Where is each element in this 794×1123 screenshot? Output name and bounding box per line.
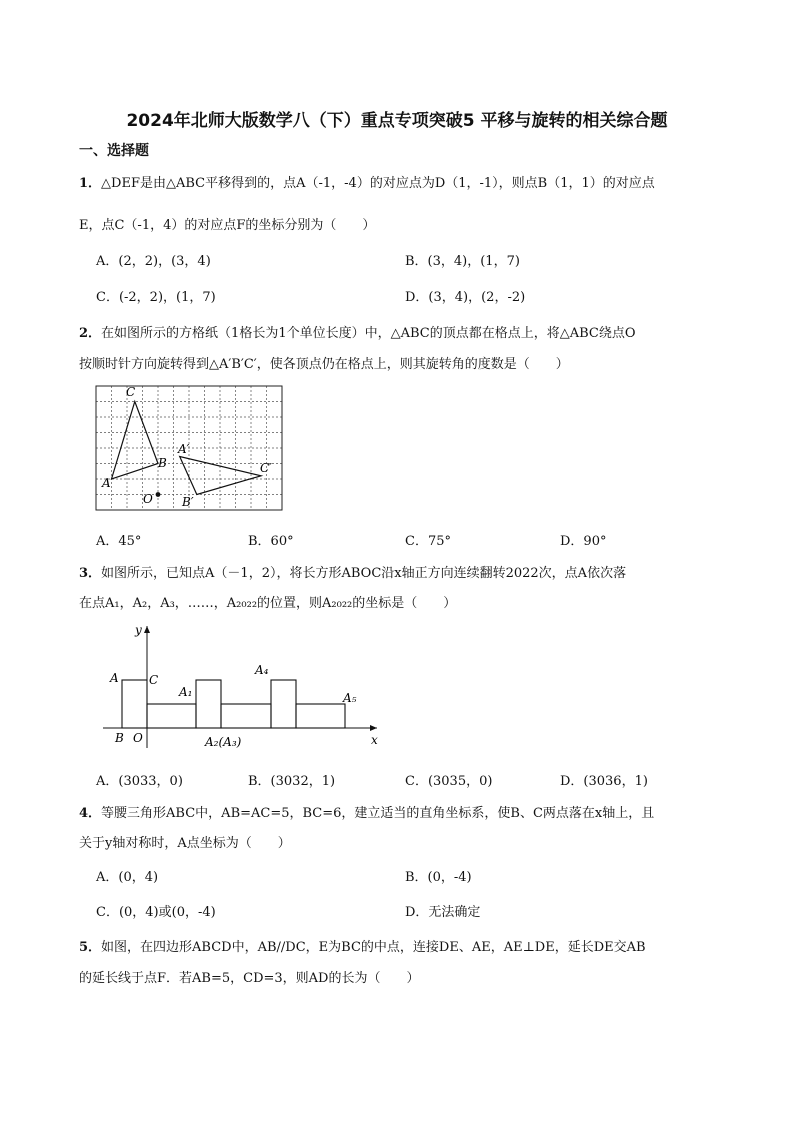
- triangle-abc: [112, 402, 159, 480]
- y-axis-arrow: [144, 626, 150, 633]
- section-heading: 一、选择题: [79, 143, 149, 159]
- question-text-line: 按顺时针方向旋转得到△A′B′C′，使各顶点仍在格点上，则其旋转角的度数是（ ）: [79, 357, 569, 372]
- label-b: B: [115, 731, 124, 745]
- option-c[interactable]: C．75°: [405, 534, 451, 549]
- label-o: O: [133, 731, 143, 745]
- option-d[interactable]: D．90°: [560, 534, 607, 549]
- question-number: 4．: [79, 806, 102, 821]
- option-b[interactable]: B．(3032，1): [248, 774, 336, 789]
- label-a-prime: A′: [178, 442, 190, 456]
- rectangle-aboc: [122, 680, 147, 728]
- triangle-a-prime-b-prime-c-prime: [180, 457, 261, 495]
- question-number: 3．: [79, 566, 102, 581]
- option-d[interactable]: D．(3036，1): [560, 774, 648, 789]
- option-a[interactable]: A．(0，4): [96, 870, 159, 885]
- option-b[interactable]: B．60°: [248, 534, 294, 549]
- rectangle-flip-3: [221, 704, 271, 728]
- question-text-line: 如图，在四边形ABCD中，AB//DC，E为BC的中点，连接DE、AE，AE⊥DE，延长DE交AB: [101, 940, 646, 955]
- label-a4: A₄: [255, 663, 269, 677]
- rectangle-flip-4: [271, 680, 296, 728]
- option-a[interactable]: A．(2，2)，(3，4): [96, 254, 211, 269]
- label-a5: A₅: [343, 691, 357, 705]
- label-a: A: [102, 476, 111, 490]
- question-text-line: 在点A₁，A₂，A₃，……，A₂₀₂₂的位置，则A₂₀₂₂的坐标是（ ）: [79, 596, 457, 611]
- rectangle-flip-1: [147, 704, 196, 728]
- label-c: C: [149, 673, 159, 687]
- label-x: x: [371, 733, 378, 747]
- label-b-prime: B′: [182, 495, 194, 509]
- option-a[interactable]: A．45°: [96, 534, 142, 549]
- label-b: B: [158, 456, 167, 470]
- question-text-line: △DEF是由△ABC平移得到的，点A（-1，-4）的对应点为D（1，-1），则点B（1，1）的对应点: [101, 176, 655, 191]
- question-text-line: 的延长线于点F．若AB=5，CD=3，则AD的长为（ ）: [79, 971, 420, 986]
- question-text-line: 关于y轴对称时，A点坐标为（ ）: [79, 836, 291, 851]
- question-text-line: 如图所示，已知点A（－1，2），将长方形ABOC沿x轴正方向连续翻转2022次，点A依次落: [101, 566, 627, 581]
- question-text-line: E，点C（-1，4）的对应点F的坐标分别为（ ）: [79, 218, 376, 233]
- option-d[interactable]: D．无法确定: [405, 905, 481, 920]
- point-o: [156, 492, 161, 497]
- question-number: 5．: [79, 940, 102, 955]
- question-number: 2．: [79, 326, 102, 341]
- option-c[interactable]: C．(3035，0): [405, 774, 493, 789]
- label-c-prime: C′: [260, 461, 272, 475]
- option-b[interactable]: B．(0，-4): [405, 870, 472, 885]
- rectangle-flip-figure: [95, 618, 395, 754]
- rectangle-flip-5: [296, 704, 345, 728]
- option-c[interactable]: C．(0，4)或(0，-4): [96, 905, 216, 920]
- question-number: 1．: [79, 176, 102, 191]
- x-axis-arrow: [370, 725, 377, 731]
- label-o: O: [143, 492, 153, 506]
- option-a[interactable]: A．(3033，0): [96, 774, 183, 789]
- label-c: C: [126, 385, 136, 399]
- label-a1: A₁: [179, 685, 193, 699]
- label-a2-a3: A₂(A₃): [205, 735, 242, 749]
- option-b[interactable]: B．(3，4)，(1，7): [405, 254, 520, 269]
- question-text-line: 在如图所示的方格纸（1格长为1个单位长度）中，△ABC的顶点都在格点上，将△ABC绕点O: [101, 326, 636, 341]
- label-a: A: [110, 671, 119, 685]
- option-d[interactable]: D．(3，4)，(2，-2): [405, 290, 526, 305]
- page-title: 2024年北师大版数学八（下）重点专项突破5 平移与旋转的相关综合题: [126, 111, 668, 131]
- grid-rotation-figure: [90, 380, 286, 516]
- question-text-line: 等腰三角形ABC中，AB=AC=5，BC=6，建立适当的直角坐标系，使B、C两点落在x轴上，且: [101, 806, 655, 821]
- rectangle-flip-2: [196, 680, 221, 728]
- option-c[interactable]: C．(-2，2)，(1，7): [96, 290, 216, 305]
- label-y: y: [135, 623, 142, 637]
